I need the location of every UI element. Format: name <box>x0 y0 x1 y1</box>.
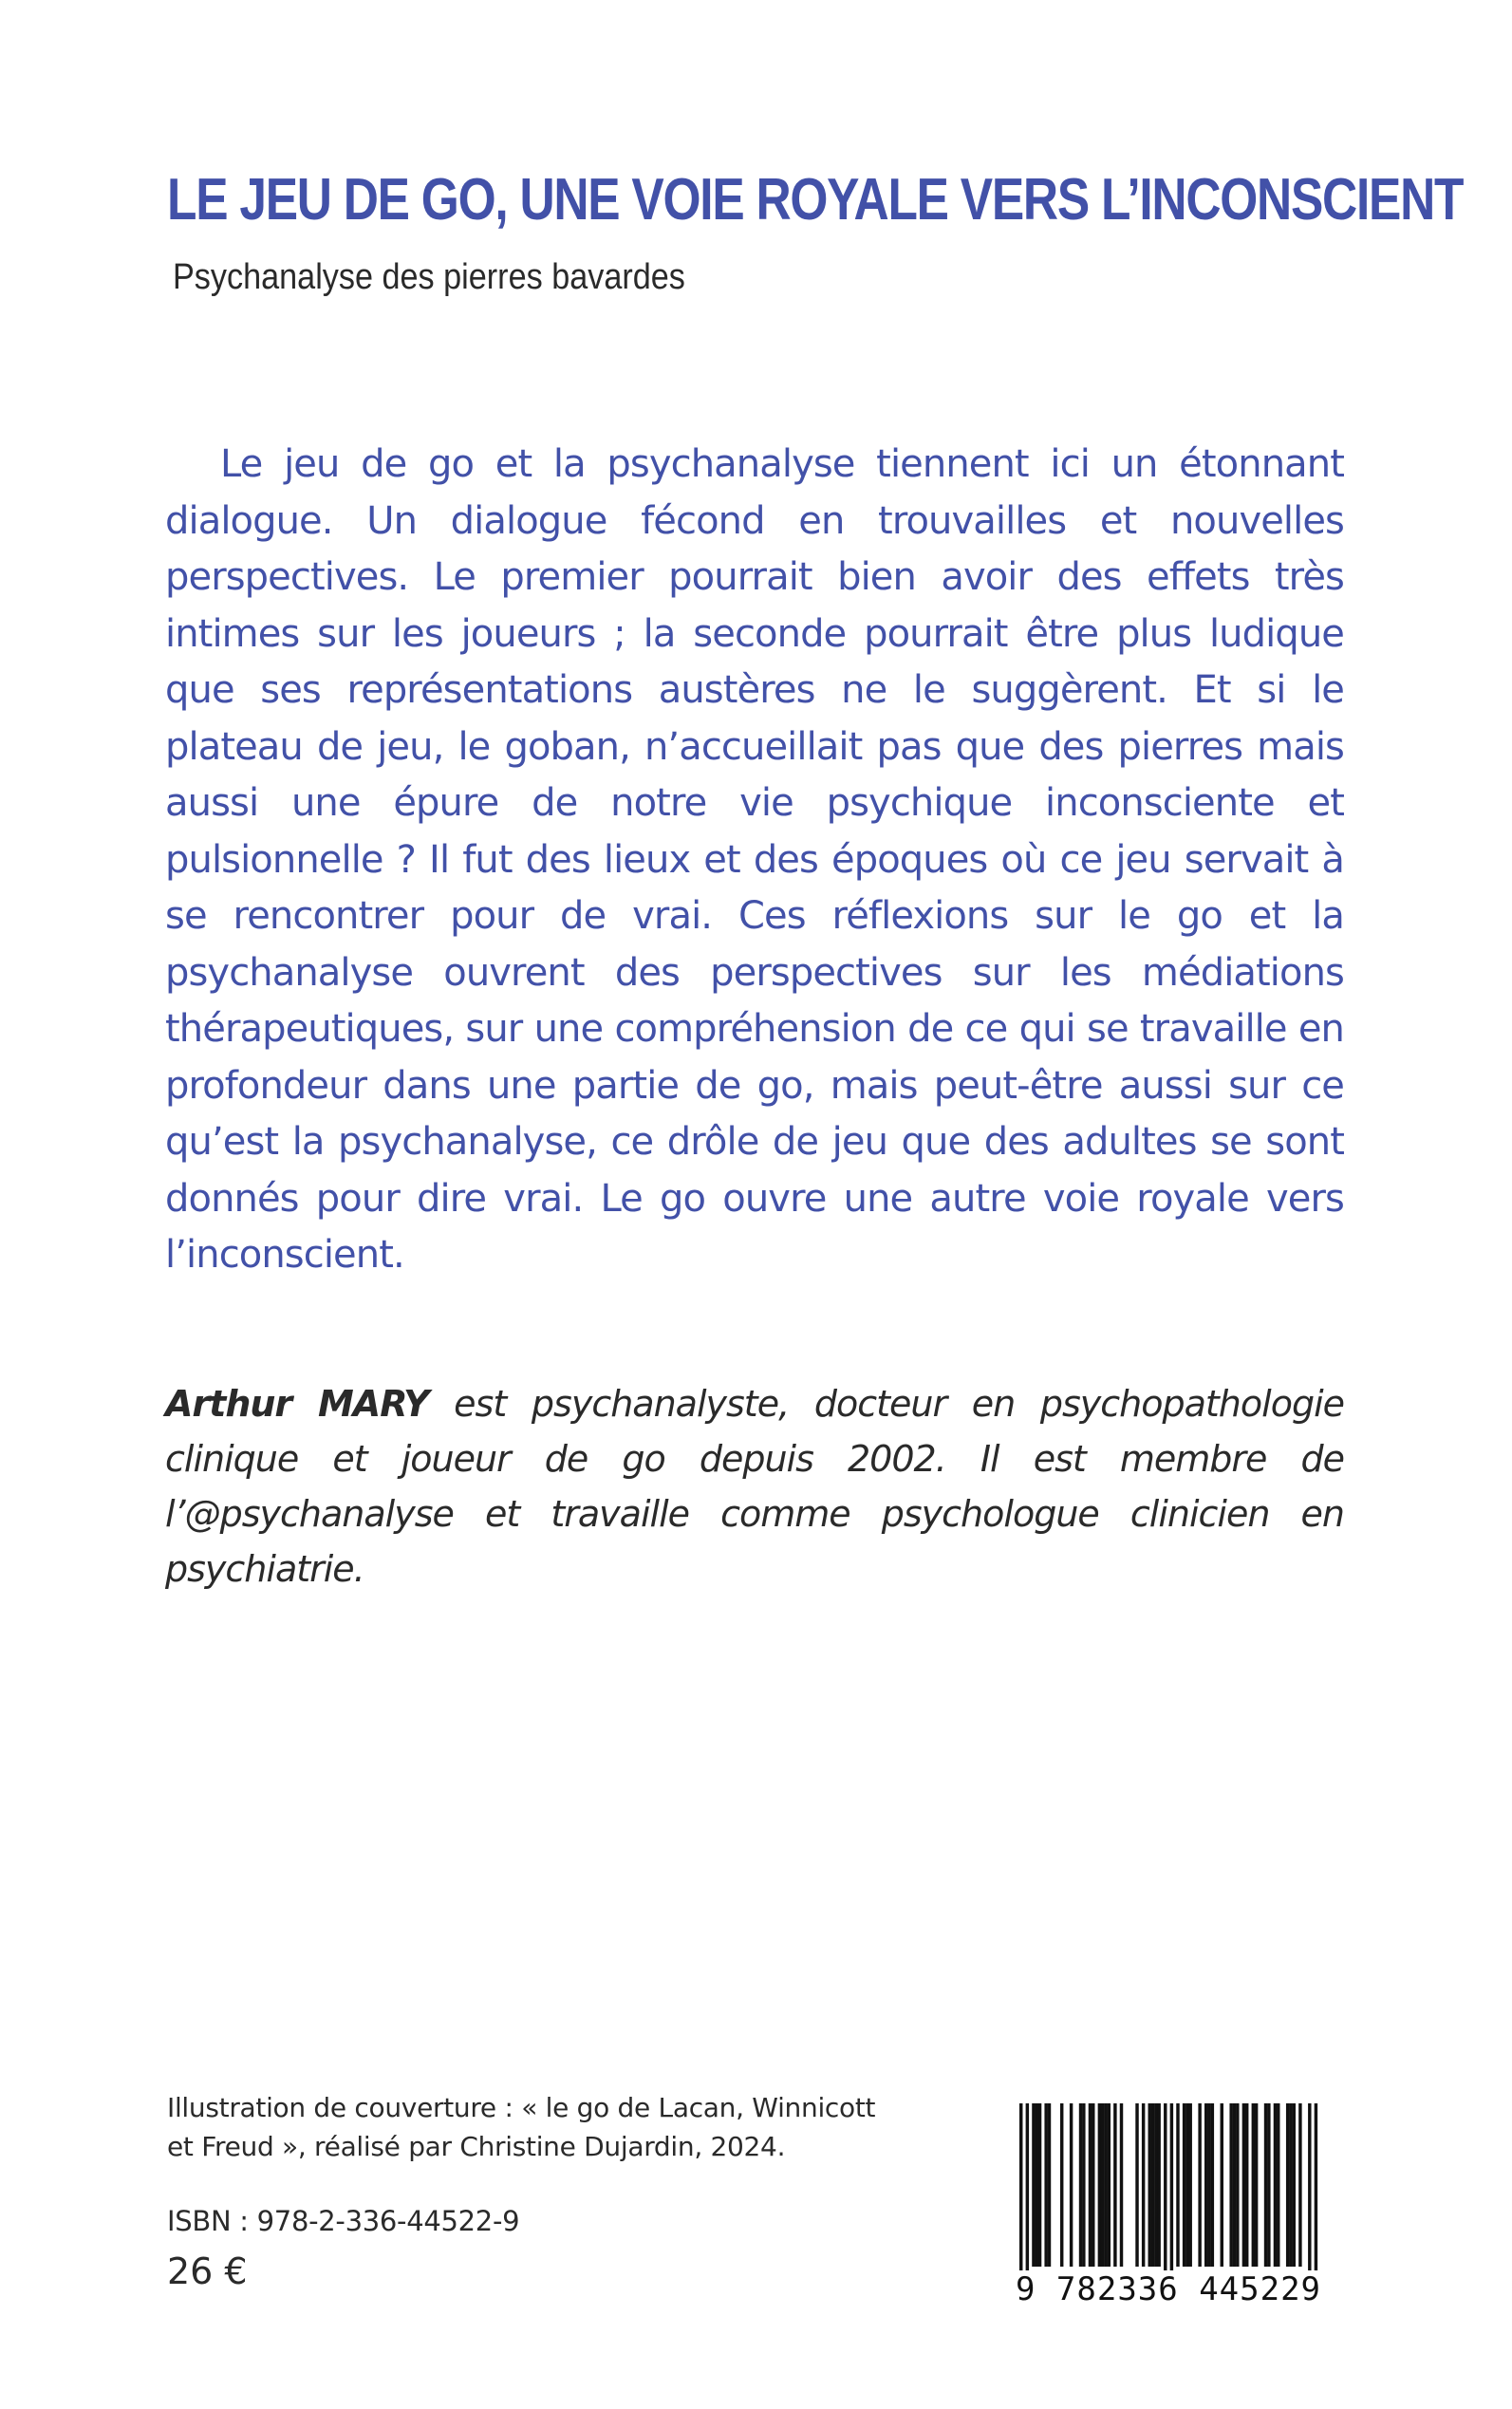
author-bio <box>165 1376 1344 1597</box>
barcode-bar <box>1044 2103 1047 2267</box>
barcode-bar <box>1277 2103 1279 2267</box>
barcode-bar <box>1188 2103 1191 2267</box>
barcode-bar <box>1315 2103 1317 2270</box>
back-cover-blurb: Le jeu de go et la psychanalyse tiennent ici un étonnant dialogue. Un dialogue fécond en trouvailles et nouvelles perspectives. Le premier pourrait bien avoir des effets très intimes sur les joueurs ; la seconde pourrait être plus ludique que ses représentations austères ne le suggèrent. Et si le plateau de jeu, le goban, n’accueillait pas que des pierres mais aussi une épure de notre vie psychique inconsciente et pulsionnelle ? Il fut des lieux et des époques où ce jeu servait à se rencontrer pour de vrai. Ces réflexions sur le go et la psychanalyse ouvrent des perspectives sur les médiations thérapeutiques, sur une compréhension de ce qui se travaille en profondeur dans une partie de go, mais peut-être aussi sur ce qu’est la psychanalyse, ce drôle de jeu que des adultes se sont donnés pour dire vrai. Le go ouvre une autre voie royale vers l’inconscient. <box>165 442 1344 1277</box>
barcode-bar <box>1089 2103 1092 2267</box>
barcode-bar <box>1101 2103 1104 2267</box>
barcode-bar <box>1176 2103 1179 2267</box>
barcode-bar <box>1170 2103 1173 2270</box>
barcode-bar <box>1019 2103 1022 2270</box>
barcode-bar <box>1120 2103 1123 2267</box>
barcode-bar <box>1255 2103 1258 2267</box>
barcode-bar <box>1142 2103 1145 2267</box>
barcode-bar <box>1298 2103 1301 2267</box>
barcode-bar <box>1204 2103 1207 2267</box>
barcode-bars <box>1004 2103 1333 2270</box>
barcode-bar <box>1245 2103 1248 2267</box>
barcode-bar <box>1286 2103 1289 2267</box>
barcode-bar <box>1104 2103 1107 2267</box>
barcode-bar <box>1233 2103 1236 2267</box>
barcode-bar <box>1079 2103 1082 2267</box>
isbn: ISBN : 978-2-336-44522-9 <box>167 2205 520 2237</box>
barcode-number: 9 782336 445229 <box>1015 2270 1322 2308</box>
book-title: LE JEU DE GO, UNE VOIE ROYALE VERS L’INCONSCIENT <box>167 167 1464 233</box>
barcode-bar <box>1274 2103 1277 2267</box>
barcode-bar <box>1092 2103 1094 2267</box>
barcode-bar <box>1036 2103 1038 2267</box>
barcode-bar <box>1242 2103 1245 2267</box>
barcode-bar <box>1082 2103 1085 2267</box>
barcode-bar <box>1221 2103 1223 2267</box>
barcode-bar <box>1113 2103 1116 2267</box>
barcode-bar <box>1060 2103 1063 2267</box>
barcode-bar <box>1038 2103 1041 2267</box>
barcode-bar <box>1151 2103 1154 2267</box>
barcode-bar <box>1026 2103 1029 2270</box>
barcode-bar <box>1098 2103 1101 2267</box>
author-bio-text: est psychanalyste, docteur en psychopathologie clinique et joueur de go depuis 2002. Il est membre de l’@psychanalyse et travaille comme psychologue clinicien en psychiatrie. <box>165 1383 1345 1590</box>
barcode-bar <box>1164 2103 1167 2270</box>
barcode-bar <box>1108 2103 1111 2267</box>
barcode-bar <box>1070 2103 1073 2267</box>
barcode-bar <box>1252 2103 1255 2267</box>
barcode-bar <box>1154 2103 1157 2267</box>
barcode-bar <box>1148 2103 1151 2267</box>
barcode-bar <box>1032 2103 1035 2267</box>
barcode-bar <box>1198 2103 1201 2267</box>
barcode-bar <box>1185 2103 1188 2267</box>
barcode-bar <box>1267 2103 1270 2267</box>
cover-illustration-credit: Illustration de couverture : « le go de Lacan, Winnicott et Freud », réalisé par Christine Dujardin, 2024. <box>167 2092 876 2162</box>
barcode-bar <box>1157 2103 1160 2267</box>
barcode-bar <box>1048 2103 1051 2267</box>
barcode-bar <box>1236 2103 1239 2267</box>
barcode-bar <box>1183 2103 1185 2267</box>
barcode-bar <box>1289 2103 1292 2267</box>
barcode-bar <box>1135 2103 1138 2267</box>
barcode-bar <box>1308 2103 1311 2270</box>
barcode-bar <box>1211 2103 1214 2267</box>
barcode-bar <box>1207 2103 1210 2267</box>
price: 26 € <box>167 2250 248 2292</box>
barcode-bar <box>1264 2103 1267 2267</box>
book-subtitle: Psychanalyse des pierres bavardes <box>173 257 685 297</box>
author-name: Arthur MARY <box>165 1383 429 1425</box>
isbn-barcode <box>1004 2103 1333 2312</box>
barcode-bar <box>1229 2103 1232 2267</box>
barcode-bar <box>1293 2103 1296 2267</box>
